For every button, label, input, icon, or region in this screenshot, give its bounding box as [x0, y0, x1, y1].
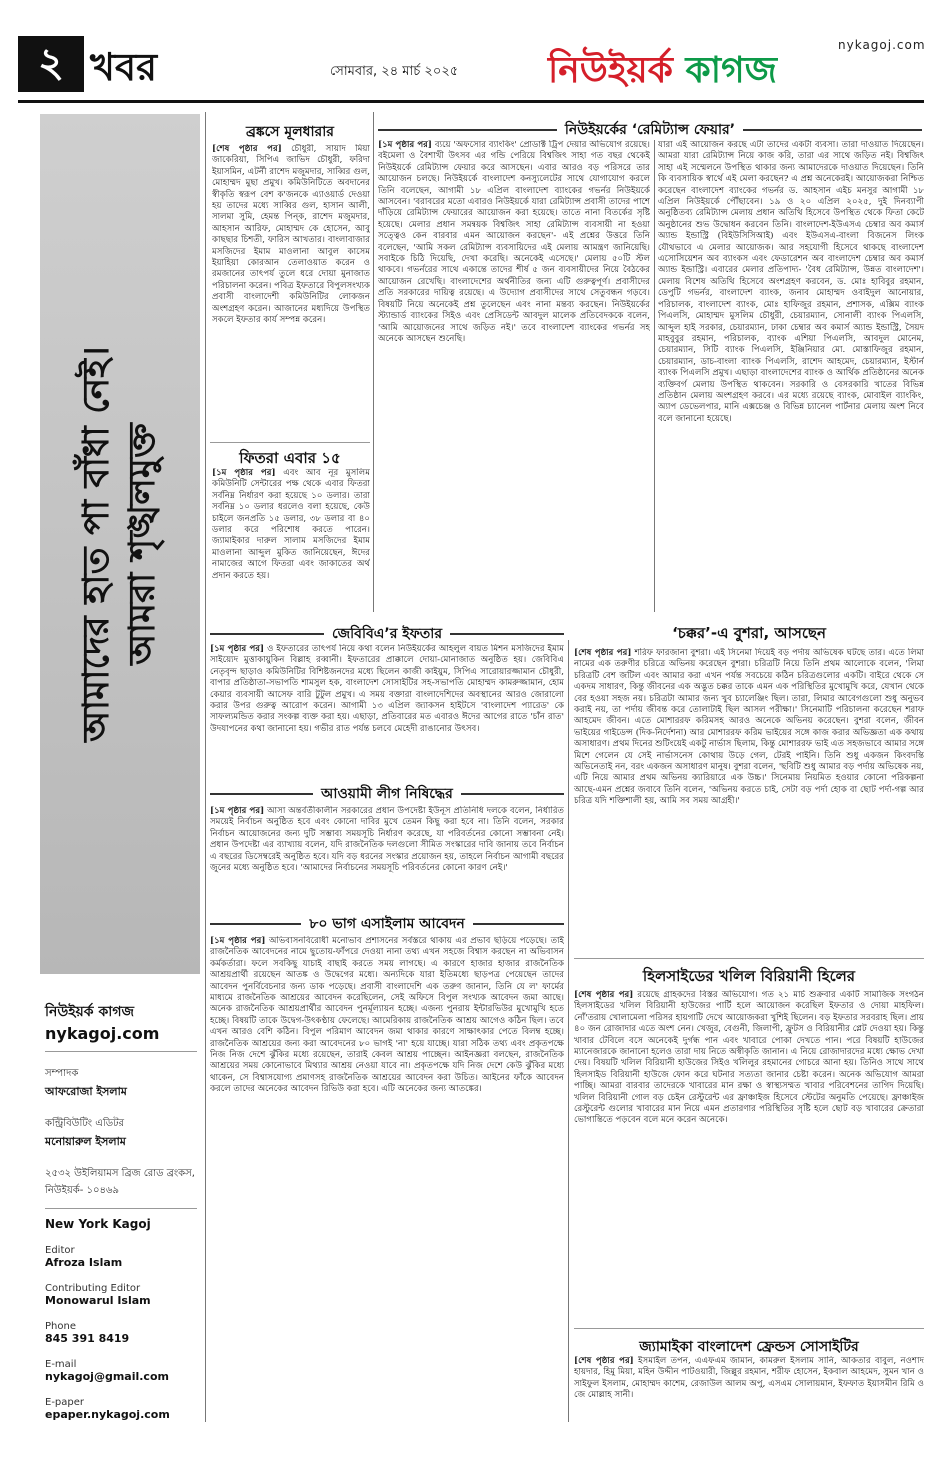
- article-asylum: [210, 936, 564, 1422]
- column-rule: [373, 112, 374, 612]
- epaper: epaper.nykagoj.com: [45, 1408, 170, 1421]
- column-rule: [205, 112, 206, 1422]
- article-body: ব্যয়ে 'অফসোর ব্যাংকিং' প্রোডাক্ট ট্রিপ দেয়ার অভিযোগ রয়েছে। বইমেলা ও বৈশাখী উৎসব এর গন্ডি পেরিয়ে বিশ্বজিৎ সাহা গত বছর থেকেই নিউইয়র্কে রেমিট্যান্স ফেয়ার করে আসছেন। এবার আরও বড় পরিসরে তার আয়োজন চলছে। নিউইয়র্কে বাংলাদেশ কনস্যুলেটের সাথে যোগাযোগ করলে তিনি বলেছেন, আগামী ১৮ এপ্রিল বাংলাদেশ ব্যাংকের গভর্নর নিউইয়র্কে আসবেন। 'বরাবরের মতো এবারও নিউইয়র্কে যারা রেমিট্যান্স প্রবাসী তাদের পাশে দাঁড়িয়ে রেমিট্যান্স ফেয়ারের আয়োজন করা হয়েছে। তাতে নানা বিতর্কের সৃষ্টি হয়েছে। মেলার প্রধান সমন্বয়ক বিশ্বজিৎ সাহা রেমিট্যান্স ব্যবসায়ী না হওয়া সত্ত্বেও কেন বারবার এমন আয়োজন করছেন'- এই প্রশ্নের উত্তরে তিনি বলেছেন, 'আমি সকল রেমিট্যান্স ব্যবসায়িদের এই মেলায় আমন্ত্রণ জানিয়েছি। সবাইকে চিঠি দিয়েছি, দেখা করেছি। অনেকেই এসেছে।' মেলায় ৫০টি স্টল থাকবে। গভর্নরের সাথে একান্তে তাদের শীর্ষ ৫ জন ব্যবসায়ীদের নিয়ে বৈঠকের আয়োজন রেখেছি। বাংলাদেশের অর্থনীতির জন্য এটি গুরুত্বপূর্ণ। প্রবাসীদের প্রতি সরকারের দায়িত্ব রয়েছে। এ উদ্যোগ প্রবাসীদের সাথে সেতুবন্ধন গড়বে। বিষয়টি নিয়ে অনেকেই প্রশ্ন তুলেছেন এবং নানা মন্তব্য করছেন। নিউইয়র্কের স্ট্যান্ডার্ড ব্যাংকের সিইও এবং প্রেসিডেন্ট আবদুল মালেক প্রতিবেদককে বলেন, 'আমি আয়োজনের সাথে জড়িত নই।' তবে বাংলাদেশ ব্যাংকের গভর্নর সহ অনেকে আসছেন শুনেছি।: [378, 140, 650, 344]
- headline-fitra: ফিতরা এবার ১৫: [210, 442, 370, 472]
- headline-text: জেবিবিএ’র ইফতার: [331, 626, 443, 642]
- masthead-logo: [548, 48, 918, 94]
- article-chakra: [574, 648, 924, 948]
- article-lead: [শেষ পৃষ্ঠার পর]: [574, 1356, 634, 1366]
- article-lead: [শেষ পৃষ্ঠার পর]: [574, 990, 634, 1000]
- divider: [45, 1051, 197, 1052]
- headline-text: নিউইয়র্কের ‘রেমিট্যান্স ফেয়ার’: [564, 122, 736, 138]
- address-bn: ২৫৩২ উইলিয়ামস ব্রিজ রোড ব্রংকস, নিউইয়র্ক- ১০৪৬৯: [45, 1168, 195, 1196]
- article-body: যারা এই আয়োজন করছে এটা তাদের একটা ব্যবসা। তারা দাওয়াত দিয়েছেন। আমরা যারা রেমিট্যান্স নিয়ে কাজ করি, তারা এর সাথে জড়িত নই। বিশ্বজিৎ সাহা এই সম্মেলনে উপস্থিত থাকার জন্য আমাদেরকে দাওয়াত দিয়েছেন। তিনি কি ব্যবসায়িক স্বার্থে এই মেলা করছেন? এ প্রশ্ন অনেকেরই। আয়োজকরা নিশ্চিত করেছেন বাংলাদেশ ব্যাংকের গভর্নর ড. আহসান এইচ মনসুর আগামী ১৮ এপ্রিল নিউইয়র্কে পৌঁছাবেন। ১৯ ও ২০ এপ্রিল ২০২৫, দুই দিনব্যাপী অনুষ্ঠিতব্য রেমিট্যান্স মেলায় প্রধান অতিথি হিসেবে উপস্থিত থেকে ফিতা কেটে অনুষ্ঠানের শুভ উদ্বোধন করবেন তিনি। বাংলাদেশ-ইউএসএ চেম্বার অব কমার্স অ্যান্ড ইন্ডাস্ট্রি (বিইউসিসিআই) এবং ইউএসএ-বাংলা বিজনেস লিংক যৌথভাবে এ মেলার আয়োজক। আর সহযোগী হিসেবে থাকছে বাংলাদেশ এসোসিয়েশন অব ব্যাংকস এবং ফেডারেশন অব বাংলাদেশ চেম্বার অব কমার্স অ্যান্ড ইন্ডাস্ট্রি। এবারের মেলার প্রতিপাদ্য- 'বৈধ রেমিট্যান্স, উন্নত বাংলাদেশ'। মেলায় বিশেষ অতিথি হিসেবে অংশগ্রহণ করবেন, ড. মোঃ হাবিবুর রহমান, ডেপুটি গভর্নর, বাংলাদেশ ব্যাংক, জনাব মোহাম্মদ ওবাইদুল আনোয়ার, পরিচালক, বাংলাদেশ ব্যাংক, মোঃ হাফিজুর রহমান, প্রশাসক, এক্সিম ব্যাংক পিএলসি, মোহাম্মদ মুসলিম চৌধুরী, চেয়ারম্যান, সোনালী ব্যাংক পিএলসি, আব্দুল হাই সরকার, চেয়ারম্যান, ঢাকা চেম্বার অব কমার্স অ্যান্ড ইন্ডাস্ট্রি, সৈয়দ মাহবুবুর রহমান, পরিচালক, ব্যাংক এশিয়া পিএলসি, আবদুল মোনেম, চেয়ারম্যান, সিটি ব্যাংক পিএলসি, ইঞ্জিনিয়ার মো. মোস্তাফিজুর রহমান, চেয়ারম্যান, ডাচ-বাংলা ব্যাংক পিএলসি, রাশেদ আহমেদ, চেয়ারম্যান, ইস্টার্ন ব্যাংক পিএলসি প্রমুখ। এছাড়া বাংলাদেশের ব্যাংক ও আর্থিক প্রতিষ্ঠানের অনেক ব্যক্তিবর্গ মেলায় উপস্থিত থাকবেন। সরকারি ও বেসরকারি খাতের বিভিন্ন প্রতিষ্ঠান মেলায় অংশগ্রহণ করবে। এর মধ্যে রয়েছে ব্যাংক, মোবাইল ব্যাংকিং, অ্যাপ ডেভেলপার, মানি এক্সচেঞ্জ ও বিভিন্ন চ্যানেল পার্টনার মেলায় অংশ নিবে বলে জানানো হয়েছে।: [658, 140, 924, 424]
- column-rule: [568, 640, 569, 1422]
- page-number: ২: [18, 36, 84, 92]
- contrib-name: Monowarul Islam: [45, 1294, 151, 1307]
- headline-brics: ব্রঙ্কসে মূলধারার: [245, 124, 335, 140]
- contrib-label: Contributing Editor: [45, 1283, 141, 1294]
- section-title: খবর: [90, 45, 158, 89]
- article-remittance-cont: [658, 140, 924, 612]
- headline-jbbi: [210, 622, 564, 646]
- site-url: nykagoj.com: [45, 1024, 160, 1043]
- headline-awami: [210, 782, 564, 806]
- issue-date: সোমবার, ২৪ মার্চ ২০২৫: [330, 64, 459, 79]
- brand-en: New York Kagoj: [45, 1217, 151, 1231]
- email-label: E-mail: [45, 1359, 77, 1370]
- headline-text: ৮০ ভাগ এসাইলাম আবেদন: [309, 916, 465, 932]
- article-body: রয়েছে গ্রাহকদের বিস্তর অভিযোগ। গত ২১ মার্চ শুক্রবার একটি সামাজিক সংগঠন হিলসাইডের খলিল বিরিয়ানী হাউজের পার্টি হলে আয়োজন করেছিল ইফতার ও দোয়া মাহফিল। নোঁ'তরায় খোলামেলা পরিসর হায়গাটি দেখে আয়োজকরা খুশিই ছিলেন। বড় ইফতার সরবরাহ ছিল। প্রায় ৪০ জন রোজাদার এতে অংশ নেন। খেজুর, বেগুনী, জিলাপী, ফ্রুটস ও বিরিয়ানীর প্লেট দেওয়া হয়। কিন্তু খাবার টেবিলে বসে অনেকেই দুর্গন্ধ পান এবং খাবারে পোকা দেখতে পান। পরে বিষয়টি হাউজের ম্যানেজারকে জানানো হলেও তারা দায় নিতে অস্বীকৃতি জানান। এ নিয়ে রোজাদারদের মধ্যে ক্ষোভ দেখা দেয়। বিষয়টি খলিল বিরিয়ানী হাউজের সিইও খলিলুর রহমানের গোচরে আনা হয়। তিনিও সাথে সাথে হিলসাইড বিরিয়ানী হাউজে ফোন করে ঘটনার সত্যতা জানার চেষ্টা করেন। অনেক অভিযোগ আমরা পাচ্ছি। আমরা বারবার তাদেরকে খাবারের মান রক্ষা ও স্বাস্থ্যসম্মত খাবার পরিবেশনের তাগিদ দিয়েছি। খলিল বিরিয়ানী গোল বড় চেইন রেস্টুরেন্ট এর ফ্রাঞ্চাইজ হিসেবে স্টেটের অনুমতি পেয়েছে। ফ্রাঞ্চাইজ রেস্টুরেন্ট গুলোর খাবারের মান নিয়ে এমন প্রতারণার পরিস্থিতির সৃষ্টি হলে ছোট বড় খাবারের ক্রেতারা ভোগান্তিতে পড়বেন বলে মনে করেন অনেকে।: [574, 990, 924, 1126]
- headline-asylum: [210, 912, 564, 936]
- article-fitra: [212, 468, 370, 614]
- article-body: আসা অন্তর্বর্তীকালীন সরকারের প্রধান উপদেষ্টা ইউনূস প্রতিনিধি দলকে বলেন, নির্ধারিত সময়েই নির্বাচন অনুষ্ঠিত হবে এবং কোনো দাবির মুখে তেমন কিছু করা হবে না। তিনি বলেন, সরকার নির্বাচন আয়োজনের জন্য দুটি সম্ভাব্য সময়সূচি নির্ধারণ করেছে, যা পরিবর্তনের কোনো সম্ভাবনা নেই। প্রধান উপদেষ্টা এর ব্যাখ্যায় বলেন, যদি রাজনৈতিক দলগুলো সীমিত সংস্কারের দাবি জানায় তবে নির্বাচন এ বছরের ডিসেম্বরেই অনুষ্ঠিত হবে। যদি বড় ধরনের সংস্কার প্রয়োজন হয়, তাহলে নির্বাচন আগামী বছরের জুনের মধ্যে অনুষ্ঠিত হবে। 'আমাদের নির্বাচনের সময়সূচি পরিবর্তনের কোনো কারণ নেই।': [210, 806, 564, 874]
- article-jamaica: [574, 1356, 924, 1422]
- article-lead: [১ম পৃষ্ঠার পর]: [210, 644, 265, 654]
- slogan-line-2: আমরা শৃঙ্খলমুক্ত: [122, 423, 164, 665]
- article-lead: [১ম পৃষ্ঠার পর]: [210, 936, 266, 946]
- headline-hillside: হিলসাইডের খলিল বিরিয়ানী হিলের: [574, 958, 924, 990]
- article-body: ইসমাইল তপন, এএফএম জামান, কামরুল ইসলাম সানি, আকতার বাবুল, নওশাদ হায়দার, হিমু মিয়া, মহিন উদ্দীন পাটওয়ারী, জিল্লুর রহমান, শরীফ হোসেন, ইকবাল আহমেদ, সুমন খান ও সাইফুল ইসলাম, মোহাম্মদ কাশেম, রেজাউল আলম অপু, এসএম সোলায়মান, ইফফাত ইয়াসমীন রিমি ও জে মোল্লাহ সানী।: [574, 1356, 924, 1401]
- article-body: এবং আব নূর মুসলিম কমিউনিটি সেন্টারের পক্ষ থেকে এবার ফিতরা সর্বনিম্ন নির্ধারণ করা হয়েছে ১০ ডলার। তারা সর্বনিম্ন ১০ ডলার ধরলেও বলা হয়েছে, কেউ চাইলে জনপ্রতি ১৫ ডলার, ৩৮ ডলার বা ৪০ ডলার করে পরিশোধ করতে পারেন। জ্যামাইকার দারুল সালাম মসজিদের ইমাম মাওলানা আব্দুল মুকিত জানিয়েছেন, ঈদের নামাজের আগে ফিতরা এবং জাকাতের অর্থ প্রদান করতে হয়।: [212, 468, 370, 581]
- article-remittance: [378, 140, 650, 612]
- logo-part-2: কাগজ: [685, 50, 777, 91]
- editor-label: Editor: [45, 1245, 75, 1256]
- article-awami: [210, 806, 564, 906]
- article-body: ও ইফতারের তাৎপর্য নিয়ে কথা বলেন নিউইয়র্কের আহলুল বায়ত মিশন মসজিদের ইমাম সাইয়্যেদ মুত্তাকায়ুকিন বিল্লাহ রব্বানী। ইফতারের প্রাক্কালে দোয়া-মোনাজাত অনুষ্ঠিত হয়। জেবিবিএ নেতৃবৃন্দ ছাড়াও কমিউনিটির বিশিষ্টজনদের মধ্যে ছিলেন কাজী কাইয়ুম, সিপিএ সারোয়ারজ্জামান চৌধুরী, বাপার প্রতিষ্ঠাতা-সভাপতি শামসুল হক, বাংলাদেশ সোসাইটির সহ-সভাপতি মোহাম্মদ কামরুজ্জামান, হোম কেয়ার ব্যবসায়ী আসেফ বারি টুটুল প্রমুখ। এ সময় বক্তারা বাংলাদেশিদের অবস্থানের আরও জোরালো করার উপর গুরুত্ব আরোপ করেন। আগামী ১৩ এপ্রিল জ্যাকসন হাইটসে 'বাংলাদেশ প্যারেড' কে সাফল্যমন্ডিত করার সংকল্প ব্যক্ত করা হয়। এছাড়া, প্রতিবারের মত এবারও ঈদের আগের রাতে 'চাঁন রাত' উদযাপনের কথা জানানো হয়। গভীর রাত পর্যন্ত চলবে মেহেদী রাঙানোর উৎসব।: [210, 644, 564, 734]
- article-body: চৌধুরী, সায়াদ মিয়া জাকেরিয়া, সিপিএ জাভিদ চৌধুরী, ফরিদা ইয়াসমিন, এটর্নী রাশেদ মজুমদার, সাব্বির গুল, মোহাম্মদ মুছা প্রমুখ। কমিউনিটিতে অবদানের স্বীকৃতি স্বরূপ বেশ ক'জনকে এ্যাওয়ার্ড দেওয়া হয় তাদের মধ্যে সাব্বির গুল, হাসান আলী, সালমা সুমি, হেমন্ত পিন্ক, রাশেদ মজুমদার, আহসান আরিফ, মোহাম্মদ কে হোসেন, আবু কাছছার চিশতী, ফারিস আখতার। বাংলাবাজার মসজিদের ইমাম মাওলানা আবুল কাসেম ইয়াহিয়া কোরআন তেলাওয়াত করেন ও রমজানের তাৎপর্য তুলে ধরে দোয়া মুনাজাত পরিচালনা করেন। পবিত্র ইফতারে বিপুলসংখ্যক প্রবাসী বাংলাদেশী কমিউনিটির লোকজন অংশগ্রহণ করেন। আজানের মধ্যদিয়ে উপস্থিত সকলে ইফতার কার্য সম্পন্ন করেন।: [212, 144, 370, 326]
- column-rule: [654, 140, 655, 612]
- editor-name: Afroza Islam: [45, 1256, 123, 1269]
- article-jbbi: [210, 644, 564, 774]
- article-lead: [শেষ পৃষ্ঠার পর]: [212, 144, 282, 154]
- logo-url: nykagoj.com: [838, 38, 926, 52]
- logo-part-1: নিউইয়র্ক: [548, 50, 673, 91]
- imprint: [45, 1000, 197, 1421]
- article-body: অভিবাসনবিরোধী মনোভাব প্রশাসনের সর্বস্তরে থাকায় এর প্রভাব ছড়িয়ে পড়েছে। তাই রাজনৈতিক আবেদনের নামে ছুতোয়-ফাঁপরে দেওয়া নানা তথ্য এখন সহজে বিশ্বাস করছেন না অভিবাসন কর্মকর্তারা। ফলে সবকিছু যাচাই বাছাই করতে সময় লাগছে। এ কারণে হাজার হাজার রাজনৈতিক আশ্রয়প্রার্থী রয়েছেন আতঙ্ক ও উদ্বেগের মধ্যে। অন্যদিকে যারা ইতিমধ্যে ছাড়পত্র পেয়েছেন তাদের আবেদন পুনর্বিবেচনার জন্য ডাক পড়েছে। প্রবাসী বাংলাদেশি এক তরুণ জানান, তিনি যে ল' ফার্মের মাধ্যমে রাজনৈতিক আশ্রয়ের আবেদন করেছিলেন, সেই অফিসে বিপুল সংখ্যক আবেদন জমা আছে। অনেক রাজনৈতিক আশ্রয়প্রার্থীর আবেদন পুনর্মূল্যায়ন হচ্ছে। এজন্য পুনরায় ইন্টারভিউর মুখোমুখি হতে হচ্ছে। বিষয়টি তাকে উদ্বেগ-উৎকণ্ঠায় ফেলেছে। আমেরিকায় রাজনৈতিক আশ্রয় আগেও কঠিন ছিল। তবে এখন আরও বেশি কঠিন। বিপুল পরিমাণ আবেদন জমা থাকার কারণে সাক্ষাৎকার পেতে বিলম্ব হচ্ছে। রাজনৈতিক আশ্রয়ের জন্য করা আবেদনের ৮০ ভাগই 'না' হয়ে যাচ্ছে। যারা সঠিক তথ্য এবং প্রকৃতপক্ষে নিজ নিজ দেশে ঝুঁকির মধ্যে রয়েছেন, তারাই কেবল আশ্রয় পাচ্ছেন। আইনজ্ঞরা বলছেন, রাজনৈতিক আশ্রয়ের সময় কোনোভাবে মিথ্যার আশ্রয় নেওয়া যাবে না। প্রকৃতপক্ষে যদি নিজ দেশে কেউ ঝুঁকির মধ্যে থাকেন, সে বিশ্বাসযোগ্য প্রমাণসহ রাজনৈতিক আশ্রয়ের আবেদন করা উচিত। আইনের ফাঁকে আবেদন করলে তাদের অনেকের আবেদন রিভিউ করা হবে। এটি অনেকের জন্য আতঙ্কের।: [210, 936, 564, 1095]
- headline-jamaica: জ্যামাইকা বাংলাদেশ ফ্রেন্ডস সোসাইটির: [574, 1328, 924, 1359]
- divider: [45, 1208, 197, 1209]
- contrib-label-bn: কন্ট্রিবিউটিং এডিটর: [45, 1118, 125, 1129]
- article-lead: [শেষ পৃষ্ঠার পর]: [574, 648, 632, 658]
- phone: 845 391 8419: [45, 1332, 130, 1345]
- phone-label: Phone: [45, 1321, 76, 1332]
- slogan: [40, 114, 200, 974]
- article-hillside: [574, 990, 924, 1320]
- editor-label-bn: সম্পাদক: [45, 1068, 79, 1079]
- article-lead: [১ম পৃষ্ঠার পর]: [210, 806, 265, 816]
- email: nykagoj@gmail.com: [45, 1370, 169, 1383]
- article-lead: [১ম পৃষ্ঠার পর]: [212, 468, 276, 478]
- headline-remittance: [378, 118, 922, 142]
- article-body: শরিফ ফারজানা বুশরা। এই সিনেমা দিয়েই বড় পর্দায় অভিষেক ঘটছে তার। এতে লিমা নামের এক তরুণীর চরিত্রে অভিনয় করেছেন বুশরা। চরিত্রটি নিয়ে তিনি প্রথম আলোকে বলেন, 'লিমা চরিত্রটি বেশ জটিল এবং আমার করা এখন পর্যন্ত সবচেয়ে কঠিন চরিত্রগুলোর একটি। বাইরে থেকে সে একদম সাধারণ, কিন্তু জীবনের এক অদ্ভুত চক্কর তাকে এমন এক পরিস্থিতির মুখোমুখি করে, যেখান থেকে বের হওয়া সহজ নয়। চরিত্রটা আমার জন্য খুব চ্যালেঞ্জিং ছিল। তারা, লিমার আবেগগুলো শুধু অনুভব করাই নয়, তা পর্দায় জীবন্ত করে তোলাটাই ছিল আসল পরীক্ষা।' সিনেমাটি পরিচালনা করেছেন শরাফ আহমেদ জীবন। এতে মোশাররফ করিমসহ আরও অনেকে অভিনয় করেছেন। বুশরা বলেন, জীবন ভাইয়ের গাইডেন্স (দিক-নির্দেশনা) আর মোশাররফ করিম ভাইয়ের সঙ্গে কাজ করার অভিজ্ঞতা এক কথায় অসাধারণ। প্রথম দিনের শুটিংয়েই একটু নার্ভাস ছিলাম, কিন্তু মোশাররফ ভাই এত সহজভাবে আমার সঙ্গে মিশে গেলেন যে সেই নার্ভাসনেস কোথায় উড়ে গেল, টেরই পাইনি। তিনি শুধু একজন কিংবদন্তি অভিনেতাই নন, বরং একজন অসাধারণ মানুষ। বুশরা বলেন, 'ছবিটি শুধু আমার বড় পর্দায় অভিষেক নয়, এটি নিয়ে আমার প্রথম অভিনয় ক্যারিয়ারে এক উচ্চ।' সিনেমায় নিয়মিত হওয়ার কোনো পরিকল্পনা আছে-এমন প্রশ্নের জবাবে তিনি বলেন, 'অভিনয় করতে চাই, সেটা বড় পর্দা হোক বা ছোট পর্দা-গল্প আর চরিত্র যদি শক্তিশালী হয়, আমি সব সময় আগ্রহী।': [574, 648, 924, 807]
- editor-name-bn: আফরোজা ইসলাম: [45, 1085, 127, 1098]
- article-lead: [১ম পৃষ্ঠার পর]: [378, 140, 432, 150]
- contrib-name-bn: মনোয়ারুল ইসলাম: [45, 1135, 126, 1148]
- headline-text: আওয়ামী লীগ নিষিদ্ধের: [321, 786, 453, 802]
- slogan-line-1: আমাদের হাত পা বাঁধা নেই।: [76, 346, 118, 742]
- epaper-label: E-paper: [45, 1397, 85, 1408]
- brand-bn: নিউইয়র্ক কাগজ: [45, 1004, 135, 1020]
- header-rule: [18, 100, 924, 103]
- headline-chakra: ‘চক্কর’-এ বুশরা, আসছেন: [672, 624, 826, 642]
- article-brics: [212, 144, 370, 438]
